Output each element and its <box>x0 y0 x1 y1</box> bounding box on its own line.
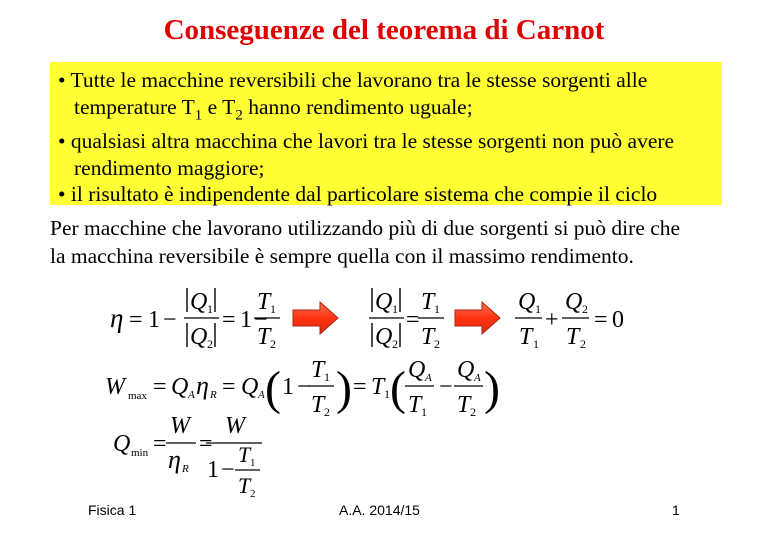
T-symbol: T <box>457 392 471 418</box>
subscript-R: R <box>210 389 217 401</box>
Q-symbol: Q <box>241 374 259 400</box>
subscript-1: 1 <box>324 370 330 384</box>
T-symbol: T <box>421 289 435 315</box>
subscript-1: 1 <box>270 302 276 316</box>
arrow-right-icon <box>455 302 500 334</box>
bullet-3-line-1: • il risultato è indipendente dal particolare sistema che compie il ciclo <box>58 182 658 207</box>
subscript-A: A <box>474 372 481 384</box>
eta-symbol: η <box>110 303 124 333</box>
subscript-2: 2 <box>235 106 243 123</box>
subscript-2: 2 <box>207 337 213 351</box>
subscript-A: A <box>188 389 195 401</box>
T-symbol: T <box>257 324 271 350</box>
one: 1 <box>207 457 219 483</box>
Q-symbol: Q <box>113 431 131 457</box>
footer-page-number: 1 <box>672 502 680 518</box>
paragraph-line-1: Per macchine che lavorano utilizzando più di due sorgenti si può dire che <box>50 216 681 240</box>
T-symbol: T <box>371 374 385 400</box>
slide-title: Conseguenze del teorema di Carnot <box>163 14 605 46</box>
equals-sign: = <box>129 307 143 333</box>
formula-efficiency <box>110 288 280 351</box>
equals-sign: = <box>222 307 236 333</box>
formula-wmax <box>105 357 500 419</box>
subscript-1: 1 <box>421 405 427 419</box>
plus-sign: + <box>545 307 559 333</box>
subscript-1: 1 <box>535 302 541 316</box>
one: 1 <box>282 374 294 400</box>
right-paren: ) <box>484 362 500 415</box>
one: 1 <box>240 307 252 333</box>
bullet-1-mid: e T <box>202 94 236 119</box>
Q-symbol: Q <box>190 289 208 315</box>
subscript-2: 2 <box>434 337 440 351</box>
arrow-right-icon <box>293 302 338 334</box>
subscript-2: 2 <box>470 405 476 419</box>
minus-sign: − <box>221 457 235 483</box>
subscript-1: 1 <box>194 106 203 123</box>
zero: 0 <box>612 307 624 333</box>
W-symbol: W <box>105 374 125 400</box>
subscript-R: R <box>182 463 189 475</box>
subscript-1: 1 <box>533 337 539 351</box>
equals-sign: = <box>153 431 167 457</box>
Q-symbol: Q <box>565 289 583 315</box>
eta-symbol: η <box>168 445 181 474</box>
formula-qmin <box>113 413 262 500</box>
equals-sign: = <box>406 307 420 333</box>
minus-sign: − <box>439 374 453 400</box>
subscript-1: 1 <box>434 302 440 316</box>
Q-symbol: Q <box>190 324 208 350</box>
Q-symbol: Q <box>375 324 393 350</box>
T-symbol: T <box>566 324 580 350</box>
eta-symbol: η <box>196 371 209 400</box>
left-paren: ( <box>390 362 406 415</box>
W-symbol: W <box>225 413 245 439</box>
bullet-2-line-2: rendimento maggiore; <box>74 155 265 180</box>
equals-sign: = <box>153 374 167 400</box>
subscript-1: 1 <box>384 387 390 401</box>
formula-ratio <box>369 288 444 351</box>
Q-symbol: Q <box>375 289 393 315</box>
W-symbol: W <box>170 413 190 439</box>
bullet-2-line-1: • qualsiasi altra macchina che lavori tra le stesse sorgenti non può avere <box>58 129 675 154</box>
right-paren: ) <box>336 362 352 415</box>
subscript-A: A <box>258 389 265 401</box>
equals-sign: = <box>353 374 367 400</box>
bullet-1-line-1: • Tutte le macchine reversibili che lavorano tra le stesse sorgenti alle <box>58 68 648 92</box>
formula-clausius <box>515 289 624 351</box>
equals-sign: = <box>594 307 608 333</box>
subscript-1: 1 <box>250 457 256 469</box>
Q-symbol: Q <box>518 289 536 315</box>
Q-symbol: Q <box>408 357 426 383</box>
T-symbol: T <box>238 473 251 498</box>
bullet-1-line-2: temperature T <box>74 94 195 119</box>
minus-sign: − <box>163 307 177 333</box>
minus-sign: − <box>297 374 311 400</box>
T-symbol: T <box>519 324 533 350</box>
T-symbol: T <box>257 289 271 315</box>
subscript-2: 2 <box>250 488 256 500</box>
one: 1 <box>148 307 160 333</box>
footer-year: A.A. 2014/15 <box>339 502 420 518</box>
subscript-2: 2 <box>392 337 398 351</box>
subscript-2: 2 <box>270 337 276 351</box>
T-symbol: T <box>311 392 325 418</box>
subscript-A: A <box>425 372 432 384</box>
T-symbol: T <box>238 442 251 467</box>
subscript-min: min <box>131 447 149 459</box>
subscript-max: max <box>128 390 147 402</box>
equals-sign: = <box>222 374 236 400</box>
Q-symbol: Q <box>171 374 189 400</box>
equals-sign: = <box>199 431 213 457</box>
T-symbol: T <box>421 324 435 350</box>
Q-symbol: Q <box>457 357 475 383</box>
left-paren: ( <box>265 362 281 415</box>
T-symbol: T <box>408 392 422 418</box>
minus-sign: − <box>254 307 268 333</box>
paragraph-line-2: la macchina reversibile è sempre quella con il massimo rendimento. <box>50 244 634 268</box>
subscript-2: 2 <box>580 337 586 351</box>
subscript-1: 1 <box>207 302 213 316</box>
subscript-2: 2 <box>582 302 588 316</box>
bullet-1-end: hanno rendimento uguale; <box>242 94 473 119</box>
footer-course: Fisica 1 <box>88 502 137 518</box>
subscript-1: 1 <box>392 302 398 316</box>
subscript-2: 2 <box>324 405 330 419</box>
T-symbol: T <box>311 357 325 383</box>
